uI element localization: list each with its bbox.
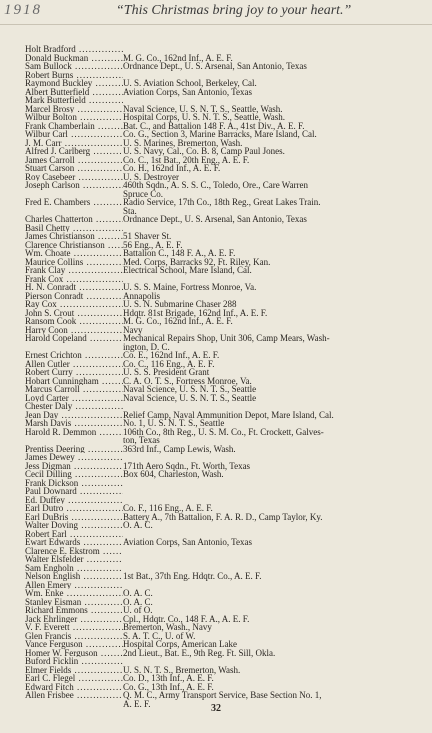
entry-name: Frank Cox ..... xyxy=(25,275,123,284)
entry-name: Chester Daly ..... xyxy=(25,402,123,411)
list-item xyxy=(25,666,420,675)
entry-name: Ewart Edwards ..... xyxy=(25,538,123,547)
entry-name: Charles Chatterton ..... xyxy=(25,215,123,224)
entry-name: Harry Coon ..... xyxy=(25,326,123,335)
list-item xyxy=(25,623,420,632)
honor-roll-list xyxy=(25,45,420,708)
entry-detail xyxy=(123,547,420,556)
entry-name: Richard Emmons ..... xyxy=(25,606,123,615)
entry-name: Prentiss Deering ..... xyxy=(25,445,123,454)
entry-name: Stanley Eisman ..... xyxy=(25,598,123,607)
entry-detail: Bremerton, Wash., Navy xyxy=(123,622,212,632)
entry-name: Wm. Enke ..... xyxy=(25,589,123,598)
entry-detail: U. S. S. Maine, Fortress Monroe, Va. xyxy=(123,282,257,292)
entry-name: Holt Bradford ..... xyxy=(25,45,123,54)
entry-detail: Hospital Corps, U. S. N. T. S., Seattle, Wash. xyxy=(123,112,286,122)
header-year: 1918 xyxy=(4,2,42,18)
entry-detail: C. A. O. T. S., Fortress Monroe, Va. xyxy=(123,375,252,386)
entry-name: Jess Digman ..... xyxy=(25,462,123,471)
entry-name: Jack Ehrlinger ..... xyxy=(25,615,123,624)
entry-detail: Co. C., 1st Bat., 20th Eng., A. E. F. xyxy=(123,154,250,165)
entry-detail: Naval Science, U. S. N. T. S., Seattle, Wash. xyxy=(123,103,283,114)
list-item xyxy=(25,428,420,445)
entry-detail: Naval Science, U. S. N. T. S., Seattle xyxy=(123,384,257,394)
entry-detail: No. 1, U. S. N. T. S., Seattle xyxy=(123,418,225,428)
entry-name: Wm. Choate ..... xyxy=(25,249,123,258)
list-item xyxy=(25,394,420,403)
entry-name: Wilbur Bolton ..... xyxy=(25,113,123,122)
entry-detail: Electrical School, Mare Island, Cal. xyxy=(123,265,252,275)
entry-detail: 171th Aero Sqdn., Ft. Worth, Texas xyxy=(123,460,251,471)
list-item xyxy=(25,317,420,326)
entry-name: Allen Cutler ..... xyxy=(25,360,123,369)
entry-detail xyxy=(123,487,420,496)
entry-detail: Hospital Corps, American Lake xyxy=(123,639,237,649)
list-item xyxy=(25,572,420,581)
entry-detail: 363rd Inf., Camp Lewis, Wash. xyxy=(123,443,236,454)
entry-detail: Aviation Corps, San Antonio, Texas xyxy=(123,86,253,97)
list-item xyxy=(25,445,420,454)
entry-name: Ransom Cook ..... xyxy=(25,317,123,326)
entry-detail xyxy=(123,555,420,564)
entry-name: J. M. Carr ..... xyxy=(25,139,123,148)
entry-detail: U. S. Aviation School, Berkeley, Cal. xyxy=(123,78,257,88)
entry-name: Alfred J. Carlberg ..... xyxy=(25,147,123,156)
entry-name: Joseph Carlson ..... xyxy=(25,181,123,190)
entry-name: Nelson English ..... xyxy=(25,572,123,581)
list-item xyxy=(25,351,420,360)
entry-name: Robert Earl ..... xyxy=(25,530,123,539)
list-item xyxy=(25,62,420,71)
list-item xyxy=(25,470,420,479)
entry-name: Donald Buckman ..... xyxy=(25,54,123,63)
entry-name: Marcel Brosy ..... xyxy=(25,105,123,114)
entry-detail: M. G. Co., 162nd Inf., A. E. F. xyxy=(123,52,233,63)
page-header xyxy=(0,0,432,22)
entry-name: Roy Casebeer ..... xyxy=(25,173,123,182)
entry-name: Harold R. Demmon ..... xyxy=(25,428,123,437)
entry-name: Ernest Crichton ..... xyxy=(25,351,123,360)
entry-detail: Med. Corps, Barracks 92, Ft. Riley, Kan. xyxy=(123,256,271,267)
header-motto: “This Christmas bring joy to your heart.” xyxy=(116,3,352,18)
list-item xyxy=(25,487,420,496)
entry-detail: 2nd Lieut., Bat. E., 9th Reg. Ft. Sill, Okla. xyxy=(123,647,276,658)
entry-name: Allen Emery ..... xyxy=(25,581,123,590)
entry-name: Clarence E. Ekstrom ..... xyxy=(25,547,123,556)
entry-name: Frank Dickson ..... xyxy=(25,479,123,488)
entry-detail: Ordnance Dept., U. S. Arsenal, San Antonio, Texas xyxy=(123,214,307,224)
entry-detail: 1st Bat., 37th Eng. Hdqtr. Co., A. E. F. xyxy=(123,571,262,581)
entry-detail: S. A. T. C., U. of W. xyxy=(123,630,196,641)
entry-name: Glen Francis ..... xyxy=(25,632,123,641)
entry-name: Pierson Conradt ..... xyxy=(25,292,123,301)
entry-name: Sam Engholn ..... xyxy=(25,564,123,573)
entry-detail: Relief Camp, Naval Ammunition Depot, Mare Island, Cal. xyxy=(123,409,334,420)
entry-name: V. F. Everett ..... xyxy=(25,623,123,632)
entry-detail: U. of O. xyxy=(123,605,153,615)
list-item xyxy=(25,674,420,683)
list-item xyxy=(25,649,420,658)
entry-name: Walter Doving ..... xyxy=(25,521,123,530)
entry-name: James Carroll ..... xyxy=(25,156,123,165)
list-item xyxy=(25,513,420,522)
list-item xyxy=(25,266,420,275)
entry-detail: Co. E., 162nd Inf., A. E. F. xyxy=(123,350,220,360)
entry-name: Harold Copeland ..... xyxy=(25,334,123,343)
list-item xyxy=(25,598,420,607)
entry-detail: Co. F., 116 Eng., A. E. F. xyxy=(123,503,213,513)
entry-detail: O. A. C. xyxy=(123,588,153,598)
list-item xyxy=(25,164,420,173)
list-item xyxy=(25,283,420,292)
entry-detail: U. S. Marines, Bremerton, Wash. xyxy=(123,137,243,148)
list-item xyxy=(25,538,420,547)
header-rule xyxy=(0,24,432,25)
list-item xyxy=(25,555,420,564)
entry-name: James Dewey ..... xyxy=(25,453,123,462)
entry-name: Loyd Carter ..... xyxy=(25,394,123,403)
entry-detail: 106th Co., 8th Reg., U. S. M. Co., Ft. Crockett, Galves- ton, Texas xyxy=(123,426,324,445)
entry-name: James Christianson ..... xyxy=(25,232,123,241)
entry-name: Mark Butterfield ..... xyxy=(25,96,123,105)
list-item xyxy=(25,88,420,97)
entry-name: Clarence Christianson ..... xyxy=(25,241,123,250)
entry-name: Earl DuBris ..... xyxy=(25,513,123,522)
entry-detail: U. S. N. Submarine Chaser 288 xyxy=(123,299,237,309)
entry-name: Marcus Carroll ..... xyxy=(25,385,123,394)
entry-detail: U. S. Destroyer xyxy=(123,171,179,182)
entry-detail: Naval Science, U. S. N. T. S., Seattle xyxy=(123,392,257,403)
entry-detail: 56 Eng., A. E. F. xyxy=(123,239,183,250)
entry-name: Frank Chamberlain ..... xyxy=(25,122,123,131)
entry-detail: Co. G., Section 3, Marine Barracks, Mare Island, Cal. xyxy=(123,129,317,139)
entry-name: Fred E. Chambers ..... xyxy=(25,198,123,207)
entry-detail: O. A. C. xyxy=(123,520,153,530)
entry-detail: Ordnance Dept., U. S. Arsenal, San Antonio, Texas xyxy=(123,61,307,71)
entry-detail: Bat. C., and Battalion 148 F. A., 41st Div., A. E. F. xyxy=(123,120,305,131)
list-item xyxy=(25,232,420,241)
entry-detail: Aviation Corps, San Antonio, Texas xyxy=(123,537,253,547)
entry-name: Earl C. Flegel ..... xyxy=(25,674,123,683)
entry-detail xyxy=(123,479,420,488)
list-item xyxy=(25,581,420,590)
entry-detail: Cpl., Hdqtr. Co., 148 F. A., A. E. F. xyxy=(123,613,250,624)
entry-name: Buford Ficklin ..... xyxy=(25,657,123,666)
entry-detail xyxy=(123,581,420,590)
list-item xyxy=(25,156,420,165)
entry-name: Elmer Fields ..... xyxy=(25,666,123,675)
entry-name: Maurice Collins ..... xyxy=(25,258,123,267)
list-item xyxy=(25,334,420,351)
entry-detail: M. G. Co., 162nd Inf., A. E. F. xyxy=(123,316,233,326)
entry-name: Robert Burns ..... xyxy=(25,71,123,80)
entry-detail: Q. M. C., Army Transport Service, Base Section No. 1, A. E. F. xyxy=(123,690,322,709)
entry-detail: U. S. N. T. S., Bremerton, Wash. xyxy=(123,664,241,675)
list-item xyxy=(25,181,420,198)
entry-detail: 460th Sqdn., A. S. S. C., Toledo, Ore., Care Warren Spruce Co. xyxy=(123,180,309,199)
entry-name: Homer W. Ferguson ..... xyxy=(25,649,123,658)
entry-name: John S. Crout ..... xyxy=(25,309,123,318)
page-number: 32 xyxy=(211,703,221,714)
entry-name: Vance Ferguson ..... xyxy=(25,640,123,649)
entry-detail: O. A. C. xyxy=(123,596,153,607)
entry-name: Jean Day ..... xyxy=(25,411,123,420)
entry-name: Earl Dutro ..... xyxy=(25,504,123,513)
entry-detail: U. S. Navy, Cal., Co. B. 8, Camp Paul Jones. xyxy=(123,146,285,156)
entry-detail: Annapolis xyxy=(123,290,160,301)
entry-name: Edward Fitch ..... xyxy=(25,683,123,692)
entry-name: Paul Downard ..... xyxy=(25,487,123,496)
entry-detail: Mechanical Repairs Shop, Unit 306, Camp Mears, Wash- ington, D. C. xyxy=(123,333,330,352)
entry-name: Albert Butterfield ..... xyxy=(25,88,123,97)
list-item xyxy=(25,547,420,556)
entry-name: Hobart Cunningham ..... xyxy=(25,377,123,386)
list-item xyxy=(25,589,420,598)
entry-detail: Box 604, Charleston, Wash. xyxy=(123,469,224,479)
entry-name: Raymond Buckley ..... xyxy=(25,79,123,88)
list-item xyxy=(25,224,420,233)
list-item xyxy=(25,215,420,224)
list-item xyxy=(25,496,420,505)
entry-name: Ray Cox ..... xyxy=(25,300,123,309)
entry-name: Frank Clay ..... xyxy=(25,266,123,275)
entry-detail: Battery A., 7th Battalion, F. A. R. D., Camp Taylor, Ky. xyxy=(123,511,323,522)
entry-detail: Co. D., 13th Inf., A. E. F. xyxy=(123,673,214,683)
entry-detail: Co. H., 162nd Inf., A. E. F. xyxy=(123,163,221,173)
entry-detail: Radio Service, 17th Co., 18th Reg., Great Lakes Train. Sta. xyxy=(123,197,321,216)
entry-name: H. N. Conradt ..... xyxy=(25,283,123,292)
list-item xyxy=(25,479,420,488)
entry-detail: U. S. S. President Grant xyxy=(123,367,210,377)
entry-detail: 51 Shaver St. xyxy=(123,231,172,241)
entry-name: Sam Bullock ..... xyxy=(25,62,123,71)
entry-name: Robert Curry ..... xyxy=(25,368,123,377)
entry-detail: Hdqtr. 81st Brigade, 162nd Inf., A. E. F. xyxy=(123,307,268,318)
entry-detail: Co. G., 13th Inf., A. E. F. xyxy=(123,681,214,692)
entry-name: Allen Frisbee ..... xyxy=(25,691,123,700)
entry-name: Walter Elsfelder ..... xyxy=(25,555,123,564)
entry-detail: Navy xyxy=(123,324,143,335)
entry-detail: Co. C., 116 Eng., A. E. F. xyxy=(123,358,215,369)
entry-name: Wilbur Carl ..... xyxy=(25,130,123,139)
list-item xyxy=(25,198,420,215)
entry-name: Cecil Dilling ..... xyxy=(25,470,123,479)
entry-name: Ed. Duffey ..... xyxy=(25,496,123,505)
list-item xyxy=(25,521,420,530)
entry-detail: Battalion C., 148 F. A., A. E. F. xyxy=(123,248,236,258)
entry-name: Marsh Davis ..... xyxy=(25,419,123,428)
list-item xyxy=(25,360,420,369)
entry-name: Basil Chetty ..... xyxy=(25,224,123,233)
list-item xyxy=(25,615,420,624)
entry-name: Stuart Carson ..... xyxy=(25,164,123,173)
